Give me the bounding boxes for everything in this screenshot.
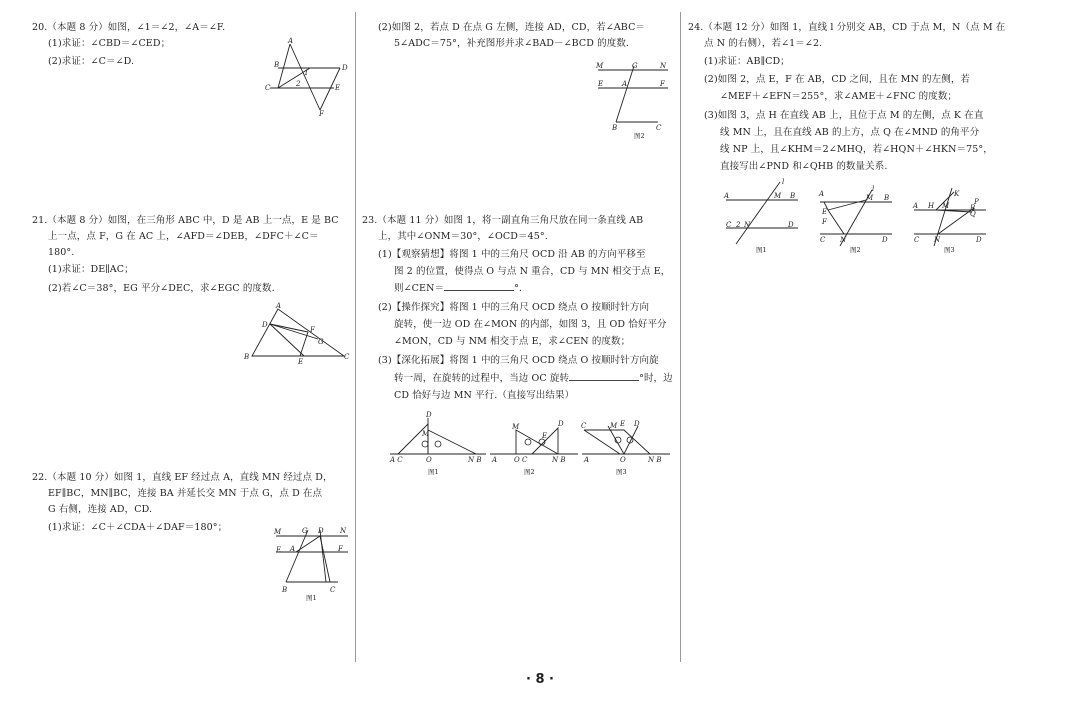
q21-head: 21.（本题 8 分）如图，在三角形 ABC 中，D 是 AB 上一点，E 是 BC <box>32 215 339 226</box>
svg-text:B: B <box>790 192 796 200</box>
svg-text:N: N <box>934 236 941 244</box>
svg-text:A: A <box>819 190 825 198</box>
svg-text:B: B <box>884 194 890 202</box>
q23-line2: 上，其中∠ONM＝30°，∠OCD＝45°. <box>378 231 548 242</box>
q21-figure <box>240 304 350 366</box>
svg-text:F: F <box>660 80 665 88</box>
svg-text:O: O <box>620 456 626 464</box>
svg-text:C: C <box>726 221 732 229</box>
svg-text:C: C <box>581 422 587 430</box>
svg-text:D: D <box>262 321 268 329</box>
q20-part2: (2)求证：∠C＝∠D. <box>48 56 135 67</box>
q22-part2-line1: (2)如图 2，若点 D 在点 G 左侧，连接 AD，CD，若∠ABC＝ <box>378 22 646 33</box>
page-number: · 8 · <box>526 672 554 687</box>
q24-figure-3 <box>910 186 994 258</box>
svg-text:K: K <box>954 190 960 198</box>
q22-figure-2 <box>594 64 674 142</box>
q23-figure-3 <box>580 412 672 478</box>
svg-text:M: M <box>512 423 520 431</box>
svg-text:F: F <box>319 110 324 118</box>
q24-part3-line3: 线 NP 上，且∠KHM＝2∠MHQ，若∠HQN＋∠HKN＝75°， <box>720 144 993 155</box>
svg-text:F: F <box>310 326 315 334</box>
svg-text:D: D <box>426 411 432 419</box>
svg-text:A: A <box>913 202 919 210</box>
svg-text:C: C <box>265 84 271 92</box>
svg-text:F: F <box>338 545 343 553</box>
svg-text:B: B <box>282 586 288 594</box>
svg-text:N: N <box>744 221 751 229</box>
svg-text:H: H <box>928 202 935 210</box>
q22-line3: G 右侧，连接 AD，CD. <box>48 504 153 515</box>
q22-line2: EF∥BC，MN∥BC，连接 BA 并延长交 MN 于点 G，点 D 在点 <box>48 488 323 499</box>
svg-text:A: A <box>290 545 296 553</box>
q23-figure-2 <box>488 412 580 478</box>
svg-text:A: A <box>724 192 730 200</box>
column-divider-right <box>680 12 681 662</box>
q23-task2-line3: ∠MON，CD 与 NM 相交于点 E，求∠CEN 的度数； <box>394 336 631 347</box>
svg-text:C: C <box>344 353 350 361</box>
svg-text:C: C <box>914 236 920 244</box>
svg-text:D: D <box>558 420 564 428</box>
q24-line2: 点 N 的右侧），若∠1＝∠2. <box>704 38 823 49</box>
q24-head: 24.（本题 12 分）如图 1，直线 l 分别交 AB，CD 于点 M，N（点 M 在 <box>688 22 1006 33</box>
svg-text:B: B <box>970 204 976 212</box>
q23-head: 23.（本题 11 分）如图 1，将一副直角三角尺放在同一条直线 AB <box>362 215 644 226</box>
q20-figure <box>262 38 352 118</box>
svg-text:M: M <box>596 62 604 70</box>
q24-fig2-caption: 图2 <box>850 246 861 254</box>
svg-text:A: A <box>276 302 282 310</box>
svg-text:G: G <box>318 338 324 346</box>
svg-text:N: N <box>660 62 667 70</box>
svg-text:l: l <box>782 178 785 186</box>
svg-text:l: l <box>872 185 875 193</box>
q24-figure-1 <box>722 178 806 256</box>
svg-text:C: C <box>820 236 826 244</box>
svg-text:E: E <box>620 420 626 428</box>
q21-part1: (1)求证：DE∥AC； <box>48 264 134 275</box>
q22-part1: (1)求证：∠C＋∠CDA＋∠DAF＝180°； <box>48 522 228 533</box>
q23-task1-line3 <box>394 281 522 296</box>
q22-figure-1 <box>272 524 354 604</box>
q20-part1: (1)求证：∠CBD＝∠CED； <box>48 38 171 49</box>
svg-text:N B: N B <box>468 456 482 464</box>
svg-text:E: E <box>335 84 341 92</box>
svg-text:A C: A C <box>390 456 403 464</box>
column-divider-left <box>355 12 356 662</box>
q23-fig1-caption: 图1 <box>428 468 439 476</box>
q23-fig3-caption: 图3 <box>616 468 627 476</box>
svg-text:M: M <box>774 192 782 200</box>
q24-part3: (3)如图 3，点 H 在直线 AB 上，且位于点 M 的左侧，点 K 在直 <box>704 110 984 121</box>
svg-text:2: 2 <box>736 221 741 229</box>
svg-text:2: 2 <box>296 80 301 88</box>
svg-text:A: A <box>622 80 628 88</box>
svg-text:G: G <box>632 62 638 70</box>
q22-fig1-caption: 图1 <box>306 594 317 602</box>
answer-blank[interactable] <box>569 371 639 381</box>
q24-part1: (1)求证：AB∥CD； <box>704 56 790 67</box>
q23-task1-suffix: °. <box>514 283 523 294</box>
q22-part2-line2: 5∠ADC＝75°，补充图形并求∠BAD－∠BCD 的度数. <box>394 38 630 49</box>
q24-part3-line2: 线 MN 上，且在直线 AB 的上方，点 Q 在∠MND 的角平分 <box>720 127 980 138</box>
svg-text:1: 1 <box>304 69 309 77</box>
q23-task2-line2: 旋转，使一边 OD 在∠MON 的内部，如图 3，且 OD 恰好平分 <box>394 319 667 330</box>
svg-text:M: M <box>942 202 950 210</box>
q22-head: 22.（本题 10 分）如图 1，直线 EF 经过点 A，直线 MN 经过点 D， <box>32 472 333 483</box>
q24-part2: (2)如图 2，点 E，F 在 AB，CD 之间，且在 MN 的左侧，若 <box>704 74 971 85</box>
svg-text:D: D <box>882 236 888 244</box>
q23-task3-prefix: 转一周，在旋转的过程中，当边 OC 旋转 <box>394 373 570 384</box>
svg-text:M: M <box>610 422 618 430</box>
svg-text:D: D <box>976 236 982 244</box>
q23-task1: (1)【观察猜想】将图 1 中的三角尺 OCD 沿 AB 的方向平移至 <box>378 249 646 260</box>
q21-part2: (2)若∠C＝38°，EG 平分∠DEC，求∠EGC 的度数. <box>48 283 275 294</box>
svg-text:P: P <box>974 198 979 206</box>
q24-part3-line4: 直接写出∠PND 和∠QHB 的数量关系. <box>720 161 888 172</box>
svg-text:B: B <box>274 61 280 69</box>
svg-text:M: M <box>866 194 874 202</box>
svg-text:M: M <box>274 528 282 536</box>
svg-text:E: E <box>822 208 828 216</box>
q23-fig2-caption: 图2 <box>524 468 535 476</box>
q20-head: 20.（本题 8 分）如图，∠1＝∠2，∠A＝∠F. <box>32 22 226 33</box>
q23-task3-line3: CD 恰好与边 MN 平行.（直接写出结果） <box>394 390 575 401</box>
svg-text:E: E <box>542 432 548 440</box>
svg-text:B: B <box>244 353 250 361</box>
answer-blank[interactable] <box>444 281 514 291</box>
svg-text:O C: O C <box>514 456 528 464</box>
q23-task3-line2 <box>394 371 673 386</box>
svg-text:C: C <box>656 124 662 132</box>
q23-figure-1 <box>388 412 488 478</box>
q22-fig2-caption: 图2 <box>634 132 645 140</box>
q23-task1-prefix: 则∠CEN＝ <box>394 283 445 294</box>
svg-text:N: N <box>840 236 847 244</box>
q24-fig1-caption: 图1 <box>756 246 767 254</box>
svg-text:E: E <box>298 358 304 366</box>
svg-text:F: F <box>822 218 827 226</box>
q21-line2: 上一点，点 F，G 在 AC 上，∠AFD＝∠DEB，∠DFC＋∠C＝ <box>48 231 319 242</box>
q23-task3-suffix: °时，边 <box>639 373 673 384</box>
svg-text:D: D <box>634 420 640 428</box>
q24-figure-2 <box>816 186 898 258</box>
svg-text:A: A <box>584 456 590 464</box>
svg-text:G: G <box>302 527 308 535</box>
svg-text:D: D <box>318 527 324 535</box>
q23-task2: (2)【操作探究】将图 1 中的三角尺 OCD 绕点 O 按顺时针方向 <box>378 302 650 313</box>
q23-task3: (3)【深化拓展】将图 1 中的三角尺 OCD 绕点 O 按顺时针方向旋 <box>378 355 659 366</box>
svg-text:N B: N B <box>648 456 662 464</box>
q24-part2-line2: ∠MEF＋∠EFN＝255°，求∠AME＋∠FNC 的度数； <box>720 91 958 102</box>
svg-text:N B: N B <box>552 456 566 464</box>
svg-text:D: D <box>342 64 348 72</box>
svg-text:A: A <box>288 37 294 45</box>
svg-text:A: A <box>492 456 498 464</box>
svg-text:N: N <box>340 527 347 535</box>
q21-line3: 180°. <box>48 247 75 258</box>
q23-task1-line2: 图 2 的位置，使得点 O 与点 N 重合，CD 与 MN 相交于点 E， <box>394 266 671 277</box>
svg-text:B: B <box>612 124 618 132</box>
svg-text:E: E <box>276 546 282 554</box>
svg-text:E: E <box>598 80 604 88</box>
svg-text:M: M <box>422 430 430 438</box>
svg-text:D: D <box>788 221 794 229</box>
svg-text:O: O <box>426 456 432 464</box>
svg-text:C: C <box>330 586 336 594</box>
svg-text:Q: Q <box>970 210 976 218</box>
q24-fig3-caption: 图3 <box>944 246 955 254</box>
